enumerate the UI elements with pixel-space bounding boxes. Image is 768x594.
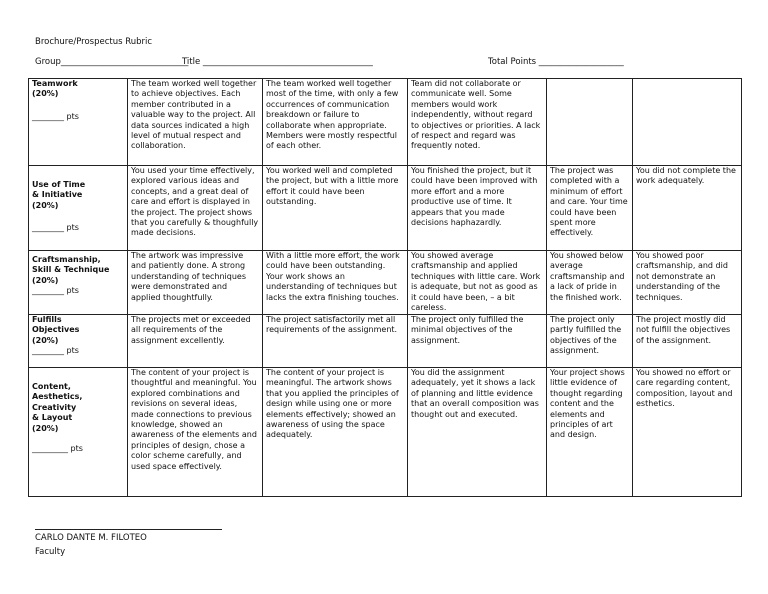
descriptor-cell: The projects met or exceeded all requirements of the assignment excellently. <box>128 315 263 368</box>
descriptor-cell: Your project shows little evidence of thought regarding content and the elements and principles of art and design. <box>547 368 633 497</box>
descriptor-cell: The team worked well together to achieve objectives. Each member contributed in a valuable way to the project. All data sources indicated a high level of mutual respect and collaboration. <box>128 79 263 166</box>
descriptor-cell: The project was completed with a minimum of effort and care. Your time could have been spent more effectively. <box>547 166 633 251</box>
group-field: Group______________________________ <box>35 57 189 67</box>
total-points-field: Total Points ____________________ <box>488 57 624 67</box>
descriptor-cell: Team did not collaborate or communicate well. Some members would work independently, without regard to objectives or priorities. A lack of respect and regard was frequently noted. <box>408 79 547 166</box>
descriptor-cell: You showed below average craftsmanship and a lack of pride in the finished work. <box>547 251 633 315</box>
criterion-cell <box>29 251 128 315</box>
descriptor-cell: You showed average craftsmanship and applied techniques with little care. Work is adequate, but not as good as it could have been, – a bit careless. <box>408 251 547 315</box>
descriptor-cell: You showed poor craftsmanship, and did not demonstrate an understanding of the techniques. <box>633 251 742 315</box>
descriptor-cell: The project satisfactorily met all requirements of the assignment. <box>263 315 408 368</box>
criterion-name: Fulfills Objectives (20%) <box>32 315 80 345</box>
descriptor-cell: You showed no effort or care regarding content, composition, layout and esthetics. <box>633 368 742 497</box>
rubric-row-time-initiative <box>29 166 742 251</box>
descriptor-cell <box>547 79 633 166</box>
rubric-row-objectives <box>29 315 742 368</box>
signatory-role: Faculty <box>35 547 66 557</box>
signature-line <box>35 529 222 530</box>
criterion-cell <box>29 315 128 368</box>
criterion-name: Use of Time & Initiative (20%) <box>32 180 86 210</box>
descriptor-cell: The project mostly did not fulfill the objectives of the assignment. <box>633 315 742 368</box>
criterion-cell <box>29 166 128 251</box>
signatory-name: CARLO DANTE M. FILOTEO <box>35 533 147 543</box>
rubric-row-craftsmanship <box>29 251 742 315</box>
points-blank: ________ pts <box>32 111 79 121</box>
descriptor-cell: The project only fulfilled the minimal objectives of the assignment. <box>408 315 547 368</box>
descriptor-cell: The content of your project is thoughtful and meaningful. You explored combinations and revisions on several ideas, made connections to previous knowledge, showed an awareness of the elements and principles of design, chose a color scheme carefully, and used space effectively. <box>128 368 263 497</box>
criterion-name: Teamwork (20%) <box>32 79 78 99</box>
criterion-name: Craftsmanship, Skill & Technique (20%) <box>32 255 110 285</box>
criterion-cell <box>29 368 128 497</box>
descriptor-cell: You finished the project, but it could have been improved with more effort and a more productive use of time. It appears that you made decisions haphazardly. <box>408 166 547 251</box>
descriptor-cell: You used your time effectively, explored various ideas and concepts, and a great deal of care and effort is displayed in the project. The project shows that you carefully & thoughfully made decisions. <box>128 166 263 251</box>
points-blank: ________ pts <box>32 286 79 296</box>
descriptor-cell: You did not complete the work adequately. <box>633 166 742 251</box>
descriptor-cell: The team worked well together most of the time, with only a few occurrences of communication breakdown or failure to collaborate when appropriate. Members were mostly respectful of each other. <box>263 79 408 166</box>
criterion-cell <box>29 79 128 166</box>
criterion-name: Content, Aesthetics, Creativity & Layout (20%) <box>32 382 83 433</box>
descriptor-cell <box>633 79 742 166</box>
points-blank: _________ pts <box>32 444 83 454</box>
descriptor-cell: The artwork was impressive and patiently done. A strong understanding of techniques were demonstrated and applied thoughtfully. <box>128 251 263 315</box>
title-field: Title ________________________________________ <box>182 57 373 67</box>
document-title: Brochure/Prospectus Rubric <box>35 37 153 47</box>
rubric-table <box>28 78 742 497</box>
descriptor-cell: With a little more effort, the work could have been outstanding. Your work shows an understanding of techniques but lacks the extra finishing touches. <box>263 251 408 315</box>
descriptor-cell: The content of your project is meaningful. The artwork shows that you applied the principles of design while using one or more elements effectively; showed an awareness of using the space adequately. <box>263 368 408 497</box>
rubric-row-content-aesthetics <box>29 368 742 497</box>
points-blank: ________ pts <box>32 346 79 356</box>
descriptor-cell: You did the assignment adequately, yet it shows a lack of planning and little evidence that an overall composition was thought out and executed. <box>408 368 547 497</box>
rubric-row-teamwork <box>29 79 742 166</box>
descriptor-cell: You worked well and completed the project, but with a little more effort it could have been outstanding. <box>263 166 408 251</box>
descriptor-cell: The project only partly fulfilled the objectives of the assignment. <box>547 315 633 368</box>
points-blank: ________ pts <box>32 223 79 233</box>
